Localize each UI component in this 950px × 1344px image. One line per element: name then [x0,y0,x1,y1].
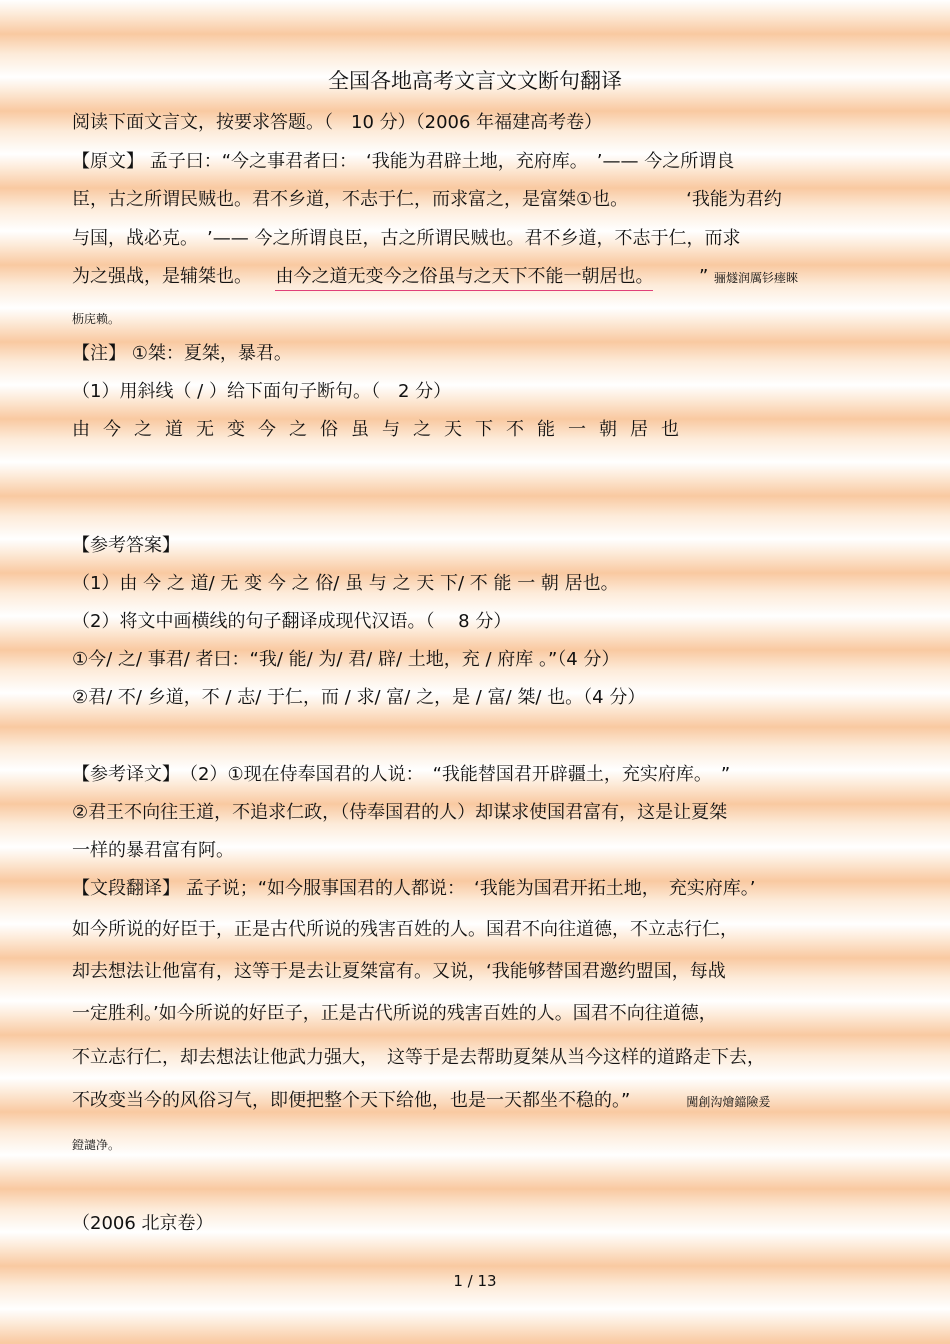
original-text-line-3: 与国，战必克。 ’—— 今之所谓良臣，古之所谓民贼也。君不乡道，不志于仁，而求 [72,228,741,249]
reference-translation-line-3: 一样的暴君富有阿。 [72,840,234,861]
paragraph-translation-line-3: 却去想法让他富有，这等于是去让夏桀富有。又说，‘我能够替国君邀约盟国，每战 [72,961,726,982]
paragraph-translation-line-2: 如今所说的好臣于，正是古代所说的残害百姓的人。国君不向往道德，不立志行仁， [72,919,738,940]
garbled-text-4: 鐙譴净。 [72,1138,121,1152]
original-text-line-2 [72,189,782,211]
answer-2b: ②君/ 不/ 乡道，不 / 志/ 于仁，而 / 求/ 富/ 之，是 / 富/ 桀/ 也。（4 分） [72,687,646,708]
question-intro: 阅读下面文言文，按要求答题。（ 10 分）（2006 年福建高考卷） [72,112,603,133]
original-text-line-4 [72,266,798,289]
annotation-note: 【注】 ①桀：夏桀，暴君。 [72,343,292,364]
answer-1: （1）由 今 之 道/ 无 变 今 之 俗/ 虽 与 之 天 下/ 不 能 一 朝 居也。 [72,573,619,594]
paragraph-translation-line-5: 不立志行仁，却去想法让他武力强大， 这等于是去帮助夏桀从当今这样的道路走下去， [72,1047,765,1068]
original-text-line-4-start: 为之强战，是辅桀也。 [72,266,252,287]
reference-translation-line-1: 【参考译文】 （2）①现在侍奉国君的人说： “我能替国君开辟疆土，充实府库。 ” [72,764,731,785]
paragraph-translation-line-4: 一定胜利。’如今所说的好臣子，正是古代所说的残害百姓的人。国君不向往道德， [72,1003,717,1024]
answer-2a: ①今/ 之/ 事君/ 者曰：“我/ 能/ 为/ 君/ 辟/ 土地，充 / 府库 。”（4 分） [72,649,620,670]
question-1: （1）用斜线（ / ）给下面句子断句。（ 2 分） [72,381,452,402]
paragraph-translation-line-1: 【文段翻译】 孟子说；“如今服事国君的人都说： ‘我能为国君开拓土地， 充实府库。’ [72,878,756,899]
original-text-line-2-end: ‘我能为君约 [686,189,782,210]
page-title: 全国各地高考文言文文断句翻译 [328,69,622,93]
original-text-line-1: 【原文】 孟子曰：“今之事君者曰： ‘我能为君辟土地，充府库。 ’—— 今之所谓良 [72,151,735,172]
answer-header: 【参考答案】 [72,535,180,556]
paragraph-translation-line-6 [72,1090,770,1113]
paragraph-translation-line-6-main: 不改变当今的风俗习气，即便把整个天下给他，也是一天都坐不稳的。” [72,1090,631,1111]
underlined-sentence: 由今之道无变今之俗虽与之天下不能一朝居也。 [275,266,653,291]
question-2: （2）将文中画横线的句子翻译成现代汉语。（ 8 分） [72,611,512,632]
reference-translation-line-2: ②君王不向往王道，不追求仁政，（侍奉国君的人）却谋求使国君富有，这是让夏桀 [72,802,728,823]
original-text-line-2-main: 臣，古之所谓民贼也。君不乡道，不志于仁，而求富之，是富桀①也。 [72,189,629,210]
next-section-label: （2006 北京卷） [72,1213,214,1234]
page-number: 1 / 13 [453,1272,497,1290]
sentence-to-punctuate: 由今之道无变今之俗虽与之天下不能一朝居也 [72,419,692,440]
closing-quote: ” [698,266,709,287]
garbled-text-2: 枥庑赖。 [72,312,121,326]
garbled-text-3: 闖創沟燴鐺險爰 [686,1095,771,1109]
garbled-text-1: 骊燧润厲钐瘗睞 [714,271,799,285]
